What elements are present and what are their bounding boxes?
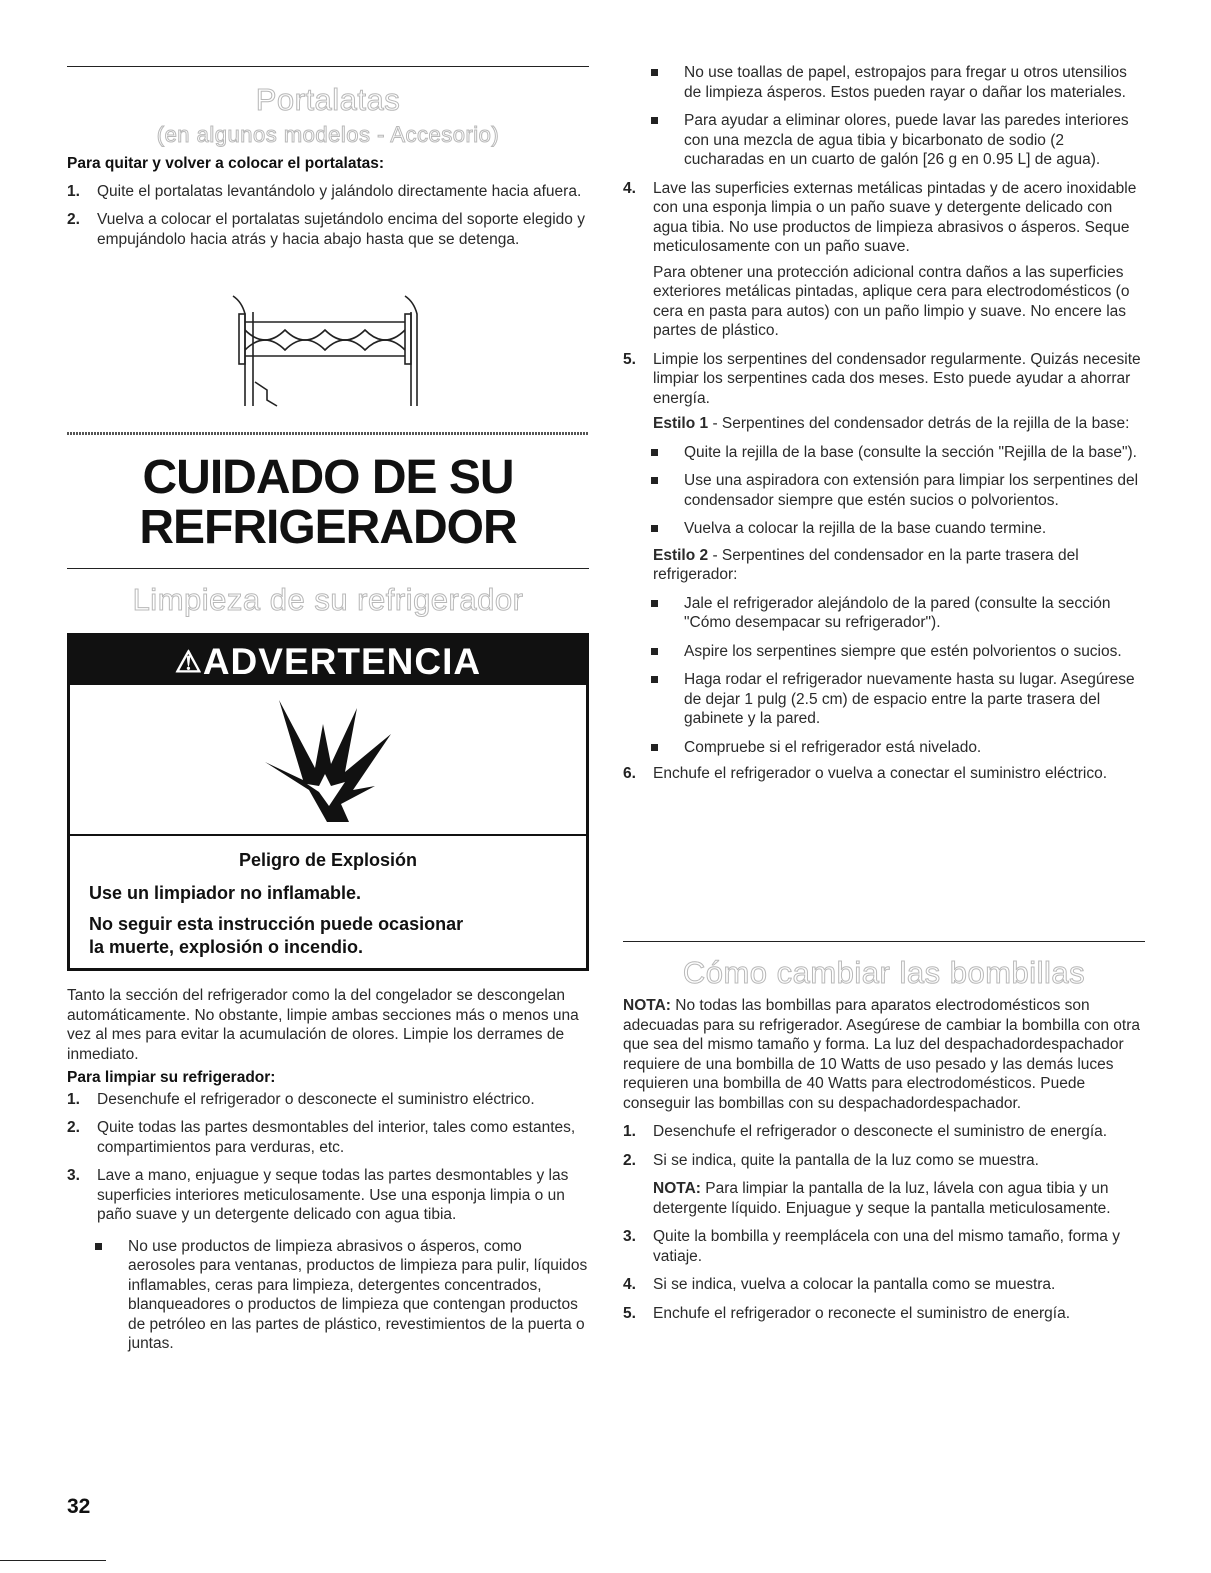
bulb-step-4: [623, 1275, 1145, 1295]
step-text: Vuelva a colocar el portalatas sujetándolo encima del soporte elegido y empujándolo hacia atrás y hacia abajo hasta que se detenga.: [97, 211, 585, 248]
step-text: Lave a mano, enjuague y seque todas las partes desmontables y las superficies interiores meticulosamente. Use una esponja limpia o un paño suave y un detergente delicado con agua tibia.: [97, 1167, 569, 1223]
step-number: 2.: [67, 1119, 80, 1136]
step-text: Quite todas las partes desmontables del interior, tales como estantes, compartimientos para verduras, etc.: [97, 1119, 576, 1156]
can-rack-illustration: [225, 294, 435, 412]
cleaning-intro: Tanto la sección del refrigerador como la del congelador se descongelan automáticamente. No obstante, limpie ambas secciones más o menos una vez al mes para evitar la acumulación de olores. Limpie los derrames de inmediato.: [67, 987, 579, 1063]
cleaning-section: [67, 986, 589, 1354]
bulb-step-2: [623, 1151, 1145, 1219]
cleaning-title: Limpieza de su refrigerador: [132, 582, 524, 617]
estilo-2-text: - Serpentines del condensador en la parte trasera del refrigerador:: [653, 546, 1079, 583]
right-bullet-2: [623, 111, 1145, 170]
bullet-text: Para ayudar a eliminar olores, puede lavar las paredes interiores con una mezcla de agua tibia y bicarbonato de sodio (2 cucharadas en un cuarto de galón [26 g en 0.95 L] de agua).: [684, 112, 1129, 168]
step-number: 1.: [623, 1123, 636, 1140]
step-number: 3.: [67, 1167, 80, 1184]
bullet-icon: [651, 600, 658, 607]
bulb-step-3: [623, 1227, 1145, 1266]
bullet-icon: [651, 744, 658, 751]
estilo-1-text: - Serpentines del condensador detrás de la rejilla de la base:: [708, 415, 1130, 432]
note-label: NOTA:: [653, 1180, 701, 1197]
bullet-icon: [651, 648, 658, 655]
step-text: Quite el portalatas levantándolo y jalándolo directamente hacia afuera.: [97, 182, 582, 200]
clean-step-3: [67, 1166, 589, 1225]
estilo-1-label: Estilo 1: [653, 415, 709, 432]
bulb-step-5: [623, 1304, 1145, 1324]
estilo-2: [653, 546, 1145, 585]
warning-line-1: Use un limpiador no inflamable.: [89, 883, 362, 903]
warning-separator: [70, 834, 586, 836]
step-4: [623, 179, 1145, 341]
bullet-icon: [651, 676, 658, 683]
step-text: Enchufe el refrigerador o reconecte el suministro de energía.: [653, 1304, 1071, 1322]
bulbs-section: [623, 996, 1145, 1323]
bullet-icon: [95, 1243, 102, 1250]
step-number: 2.: [67, 211, 80, 228]
bulbs-title: Cómo cambiar las bombillas: [682, 955, 1086, 990]
step-text: Quite la bombilla y reemplácela con una del mismo tamaño, forma y vatiaje.: [653, 1228, 1120, 1265]
bullet-text: Aspire los serpentines siempre que estén polvorientos o sucios.: [684, 642, 1122, 660]
step-text: Limpie los serpentines del condensador regularmente. Quizás necesite limpiar los serpentines cada dos meses. Esto puede ayudar a ahorrar energía.: [653, 350, 1141, 407]
step-number: 2.: [623, 1151, 636, 1169]
step-text: Si se indica, quite la pantalla de la luz como se muestra.: [653, 1151, 1039, 1169]
bulbs-note: [623, 996, 1145, 1113]
clean-step-1: [67, 1090, 589, 1110]
right-bullet-1: [623, 63, 1145, 102]
page-number: 32: [67, 1495, 91, 1518]
right-column: [623, 63, 1145, 784]
portalatas-step-2: [67, 210, 589, 249]
clean-bullet: [67, 1237, 589, 1354]
estilo-2-label: Estilo 2: [653, 546, 709, 564]
step-number: 4.: [623, 1276, 636, 1293]
note-text: No todas las bombillas para aparatos electrodomésticos son adecuadas para su refrigerador. Asegúrese de cambiar la bombilla con otra que sea del mismo tamaño y forma. La luz del despachadordespachador requiere de una bombilla de 10 Watts de uso pesado y las demás luces requieren una bombilla de 40 Watts para electrodomésticos. Puede conseguir las bombillas con su despachadordespachador.: [623, 997, 1140, 1112]
dotted-separator: [67, 432, 589, 435]
main-title-line-2: REFRIGERADOR: [139, 501, 517, 554]
step-number: 4.: [623, 179, 636, 197]
footer-rule: [0, 1560, 106, 1561]
warning-triangle-icon: ⚠: [174, 646, 203, 679]
step-number: 1.: [67, 182, 80, 200]
step-text: Desenchufe el refrigerador o desconecte el suministro eléctrico.: [97, 1090, 535, 1108]
warning-box: [67, 633, 589, 971]
portalatas-title: Portalatas: [255, 82, 401, 117]
portalatas-subhead: Para quitar y volver a colocar el portalatas:: [67, 155, 385, 172]
section-rule-right: [623, 941, 1145, 942]
note-label: NOTA:: [623, 997, 671, 1014]
step-text: Lave las superficies externas metálicas pintadas y de acero inoxidable con una esponja limpia o un paño suave y detergente delicado con agua tibia. No use productos de limpieza abrasivos o ásperos. Seque meticulosamente con un paño suave.: [653, 179, 1137, 255]
estilo-2-bullet-3: [623, 670, 1145, 729]
estilo-1: [653, 414, 1145, 434]
step-number: 1.: [67, 1090, 80, 1108]
estilo-2-bullet-2: [623, 642, 1145, 662]
portalatas-section: [67, 154, 589, 249]
bullet-text: Compruebe si el refrigerador está nivelado.: [684, 738, 982, 756]
bullet-text: Use una aspiradora con extensión para limpiar los serpentines del condensador siempre que estén sucios o polvorientos.: [684, 472, 1139, 509]
portalatas-subtitle: (en algunos modelos - Accesorio): [156, 122, 500, 147]
cleaning-subhead: Para limpiar su refrigerador:: [67, 1069, 276, 1086]
bullet-icon: [651, 449, 658, 456]
bullet-icon: [651, 69, 658, 76]
step-number: 5.: [623, 1304, 636, 1322]
bullet-icon: [651, 525, 658, 532]
bulbs-note-2: [653, 1179, 1145, 1218]
note-text: Para limpiar la pantalla de la luz, lávela con agua tibia y un detergente líquido. Enjuague y seque la pantalla meticulosamente.: [653, 1180, 1111, 1217]
bullet-text: No use toallas de papel, estropajos para fregar u otros utensilios de limpieza ásperos. Estos pueden rayar o dañar los materiales.: [684, 64, 1127, 101]
estilo-1-bullet-3: [623, 519, 1145, 539]
step-5: [623, 350, 1145, 434]
step-4-extra: Para obtener una protección adicional contra daños a las superficies exteriores metálicas pintadas, aplique cera para electrodomésticos (o cera en pasta para autos) con un paño limpio y suave. No encere las partes de plástico.: [653, 263, 1130, 339]
estilo-1-bullet-1: [623, 443, 1145, 463]
bullet-icon: [651, 477, 658, 484]
warning-title: Peligro de Explosión: [238, 850, 418, 870]
bullet-text: No use productos de limpieza abrasivos o ásperos, como aerosoles para ventanas, productos de limpieza para pulir, líquidos inflamables, ceras para limpieza, detergentes concentrados, blanqueadores o productos de limpieza que contengan productos de petróleo en las partes de plástico, revestimientos de la puerta o juntas.: [128, 1237, 588, 1352]
warning-header: [70, 636, 586, 685]
main-title-line-1: CUIDADO DE SU: [142, 451, 514, 504]
warning-line-3: la muerte, explosión o incendio.: [89, 937, 364, 957]
top-rule-left: [67, 66, 589, 67]
portalatas-step-1: [67, 182, 589, 202]
bullet-text: Haga rodar el refrigerador nuevamente hasta su lugar. Asegúrese de dejar 1 pulg (2.5 cm) de espacio entre la parte trasera del gabinete y la pared.: [684, 671, 1135, 727]
bullet-text: Jale el refrigerador alejándolo de la pared (consulte la sección "Cómo desempacar su refrigerador").: [684, 594, 1111, 631]
step-text: Enchufe el refrigerador o vuelva a conectar el suministro eléctrico.: [653, 765, 1108, 782]
explosion-icon: [257, 694, 397, 824]
estilo-2-bullet-4: [623, 738, 1145, 758]
step-number: 5.: [623, 350, 636, 368]
bullet-text: Vuelva a colocar la rejilla de la base cuando termine.: [684, 520, 1047, 537]
estilo-2-bullet-1: [623, 594, 1145, 633]
estilo-1-bullet-2: [623, 471, 1145, 510]
clean-step-2: [67, 1118, 589, 1157]
bullet-icon: [651, 117, 658, 124]
estilo-2-block: [623, 546, 1145, 585]
section-rule-left: [67, 568, 589, 569]
step-6: [623, 764, 1145, 784]
step-text: Desenchufe el refrigerador o desconecte el suministro de energía.: [653, 1123, 1108, 1140]
warning-header-text: ADVERTENCIA: [202, 641, 482, 682]
warning-line-2: No seguir esta instrucción puede ocasionar: [89, 914, 464, 934]
step-number: 3.: [623, 1228, 636, 1245]
bulb-step-1: [623, 1122, 1145, 1142]
step-text: Si se indica, vuelva a colocar la pantalla como se muestra.: [653, 1276, 1056, 1293]
bullet-text: Quite la rejilla de la base (consulte la sección "Rejilla de la base").: [684, 443, 1137, 461]
step-number: 6.: [623, 765, 636, 782]
